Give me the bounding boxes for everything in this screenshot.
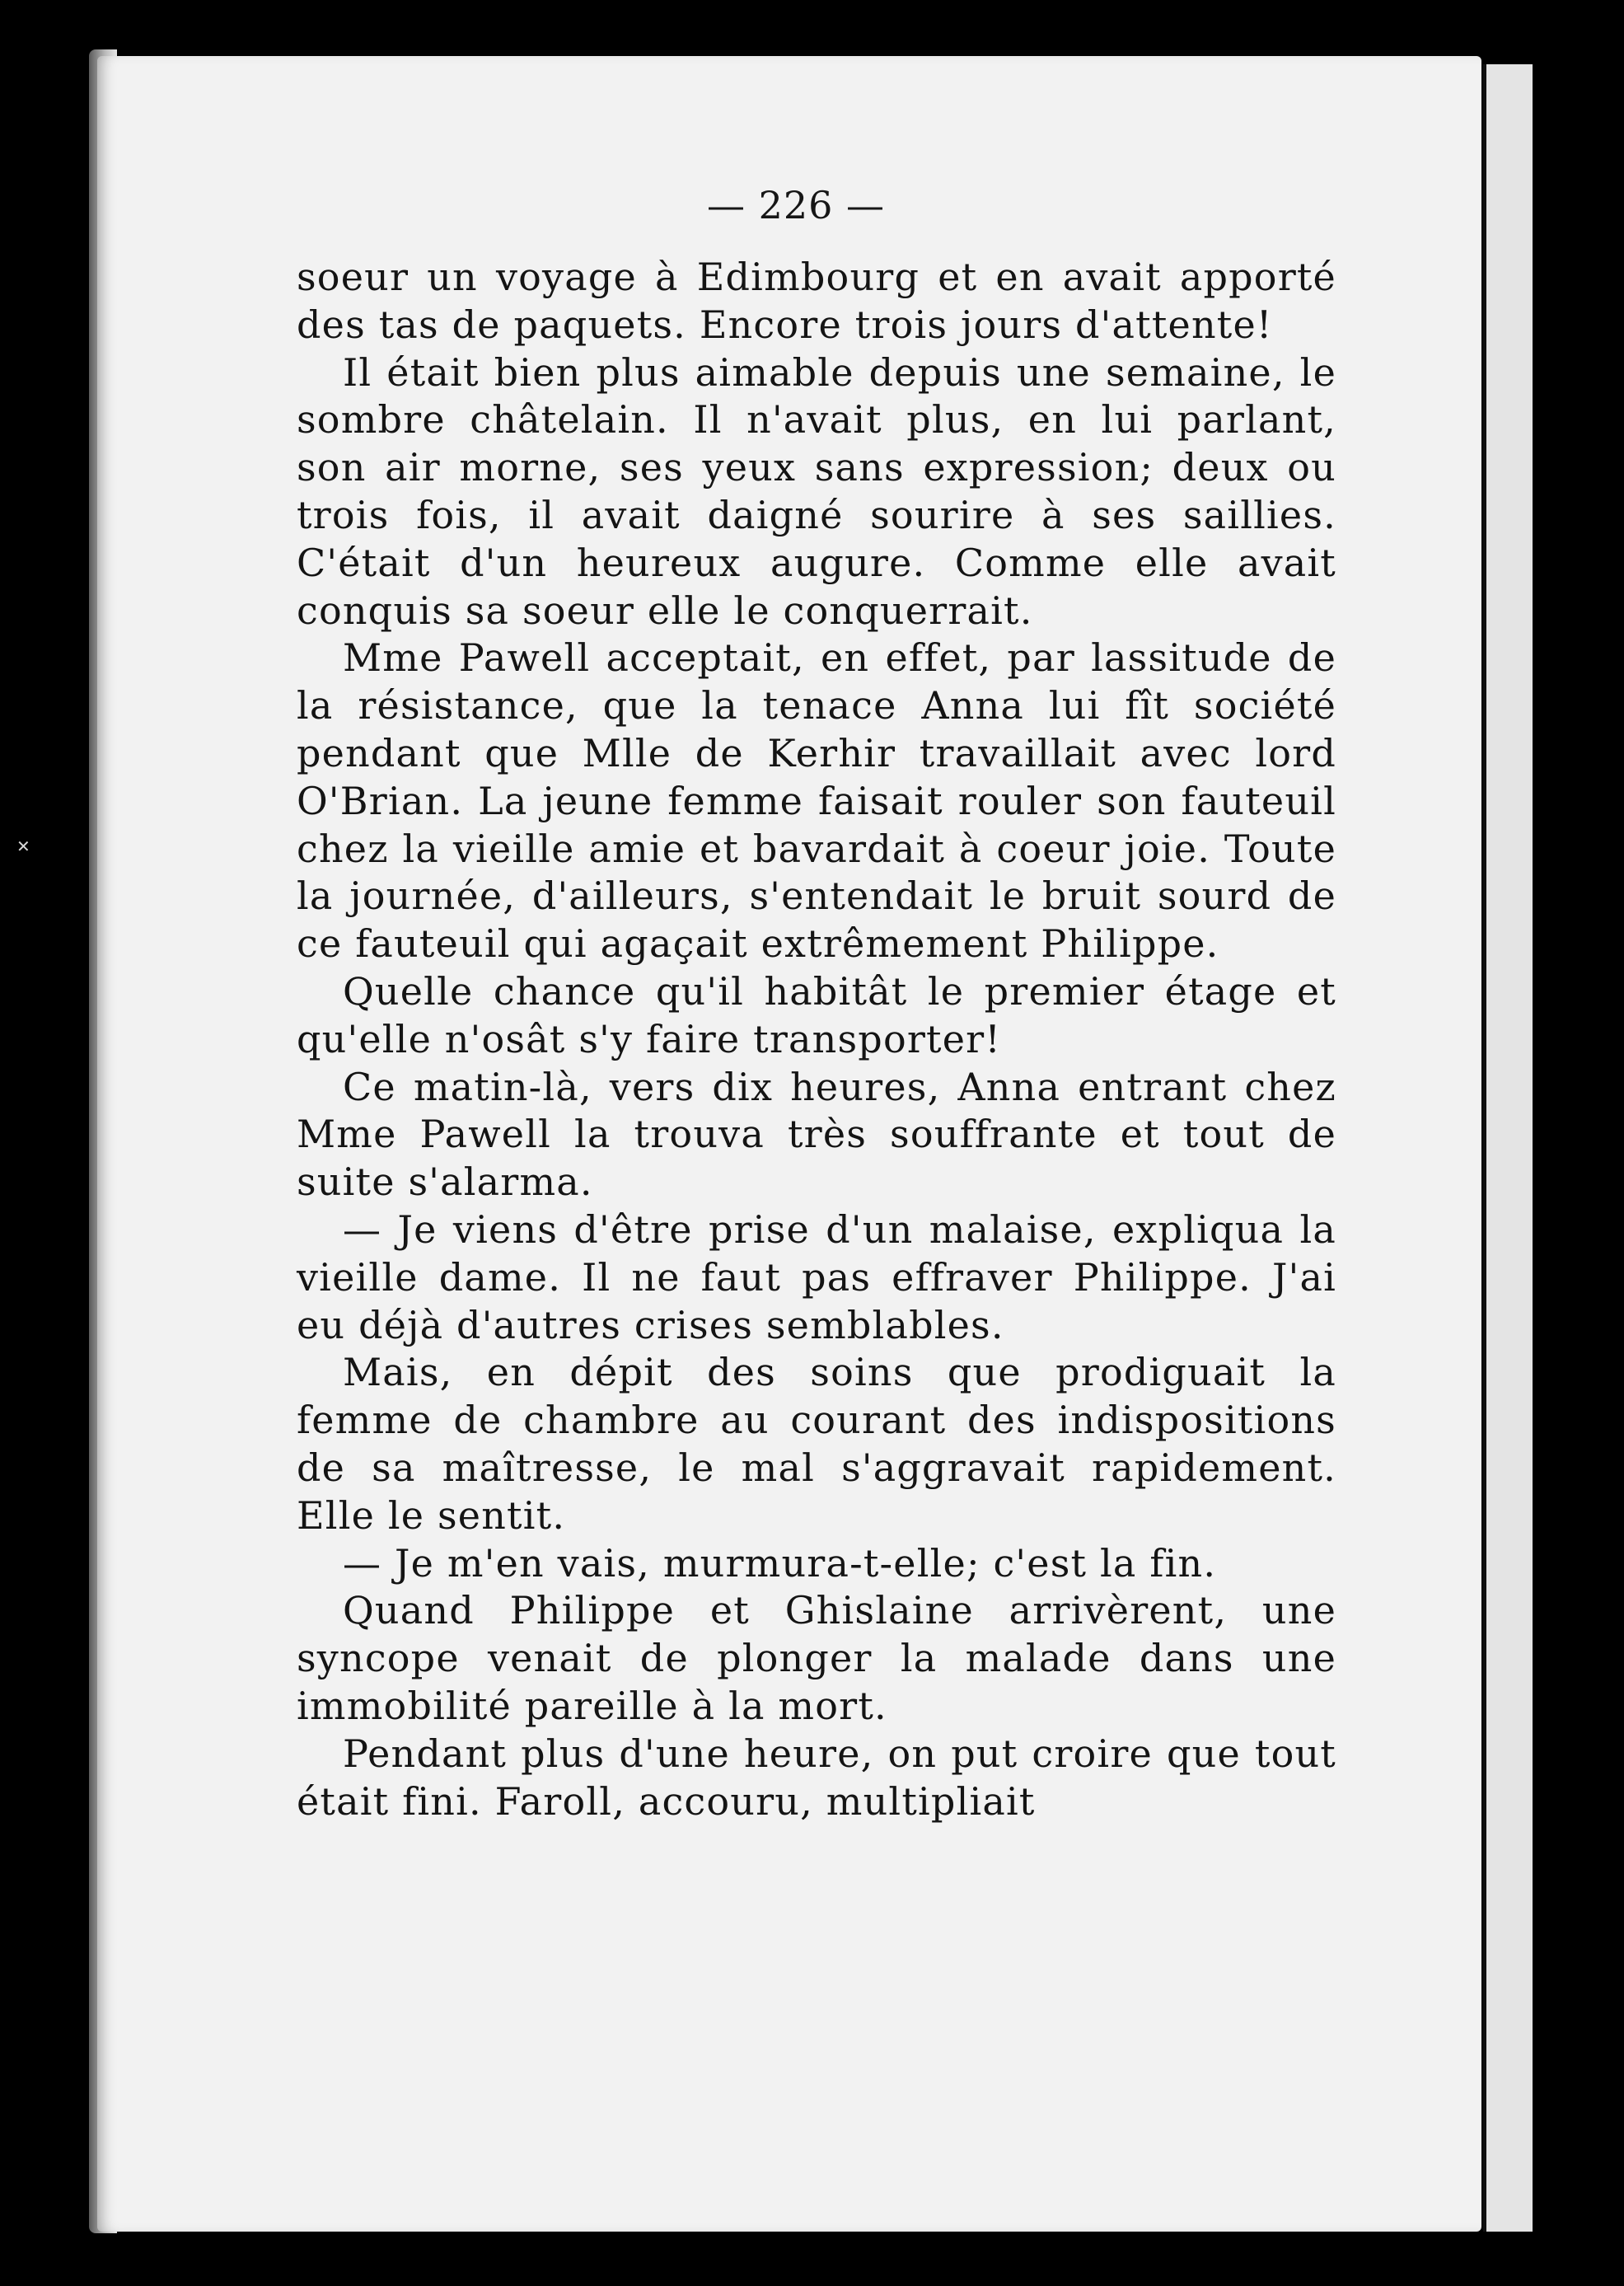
page-number: — 226 —	[707, 183, 886, 227]
dialogue-paragraph: — Je viens d'être prise d'un malaise, expliqua la vieille dame. Il ne faut pas effraver Philippe. J'ai eu déjà d'autres crises semblables.	[297, 1206, 1336, 1347]
paragraph: Il était bien plus aimable depuis une semaine, le sombre châtelain. Il n'avait plus, en lui parlant, son air morne, ses yeux sans expression; deux ou trois fois, il avait daigné sourire à ses saillies. C'était d'un heureux augure. Comme elle avait conquis sa soeur elle le conquerrait.	[297, 349, 1336, 633]
paragraph: Mais, en dépit des soins que prodiguait la femme de chambre au courant des indispositions de sa maîtresse, le mal s'aggravait rapidement. Elle le sentit.	[297, 1350, 1336, 1538]
paragraph: Quand Philippe et Ghislaine arrivèrent, une syncope venait de plonger la malade dans une immobilité pareille à la mort.	[297, 1588, 1336, 1728]
paragraph: soeur un voyage à Edimbourg et en avait apporté des tas de paquets. Encore trois jours d'attente!	[297, 255, 1336, 347]
paragraph: Mme Pawell acceptait, en effet, par lassitude de la résistance, que la tenace Anna lui fît société pendant que Mlle de Kerhir travaillait avec lord O'Brian. La jeune femme faisait rouler son fauteuil chez la vieille amie et bavardait à coeur joie. Toute la journée, d'ailleurs, s'entendait le bruit sourd de ce fauteuil qui agaçait extrêmement Philippe.	[297, 635, 1336, 967]
paragraph: Quelle chance qu'il habitât le premier étage et qu'elle n'osât s'y faire transporter!	[297, 968, 1336, 1061]
paragraph: Pendant plus d'une heure, on put croire que tout était fini. Faroll, accouru, multipliait	[297, 1731, 1336, 1824]
paragraph: Ce matin-là, vers dix heures, Anna entrant chez Mme Pawell la trouva très souffrante et tout de suite s'alarma.	[297, 1064, 1336, 1205]
adjacent-page-edge	[1483, 64, 1533, 2232]
dialogue-paragraph: — Je m'en vais, murmura-t-elle; c'est la fin.	[343, 1540, 1217, 1586]
scan-marker-icon: ✕	[16, 836, 30, 856]
body-text	[297, 254, 1336, 1825]
